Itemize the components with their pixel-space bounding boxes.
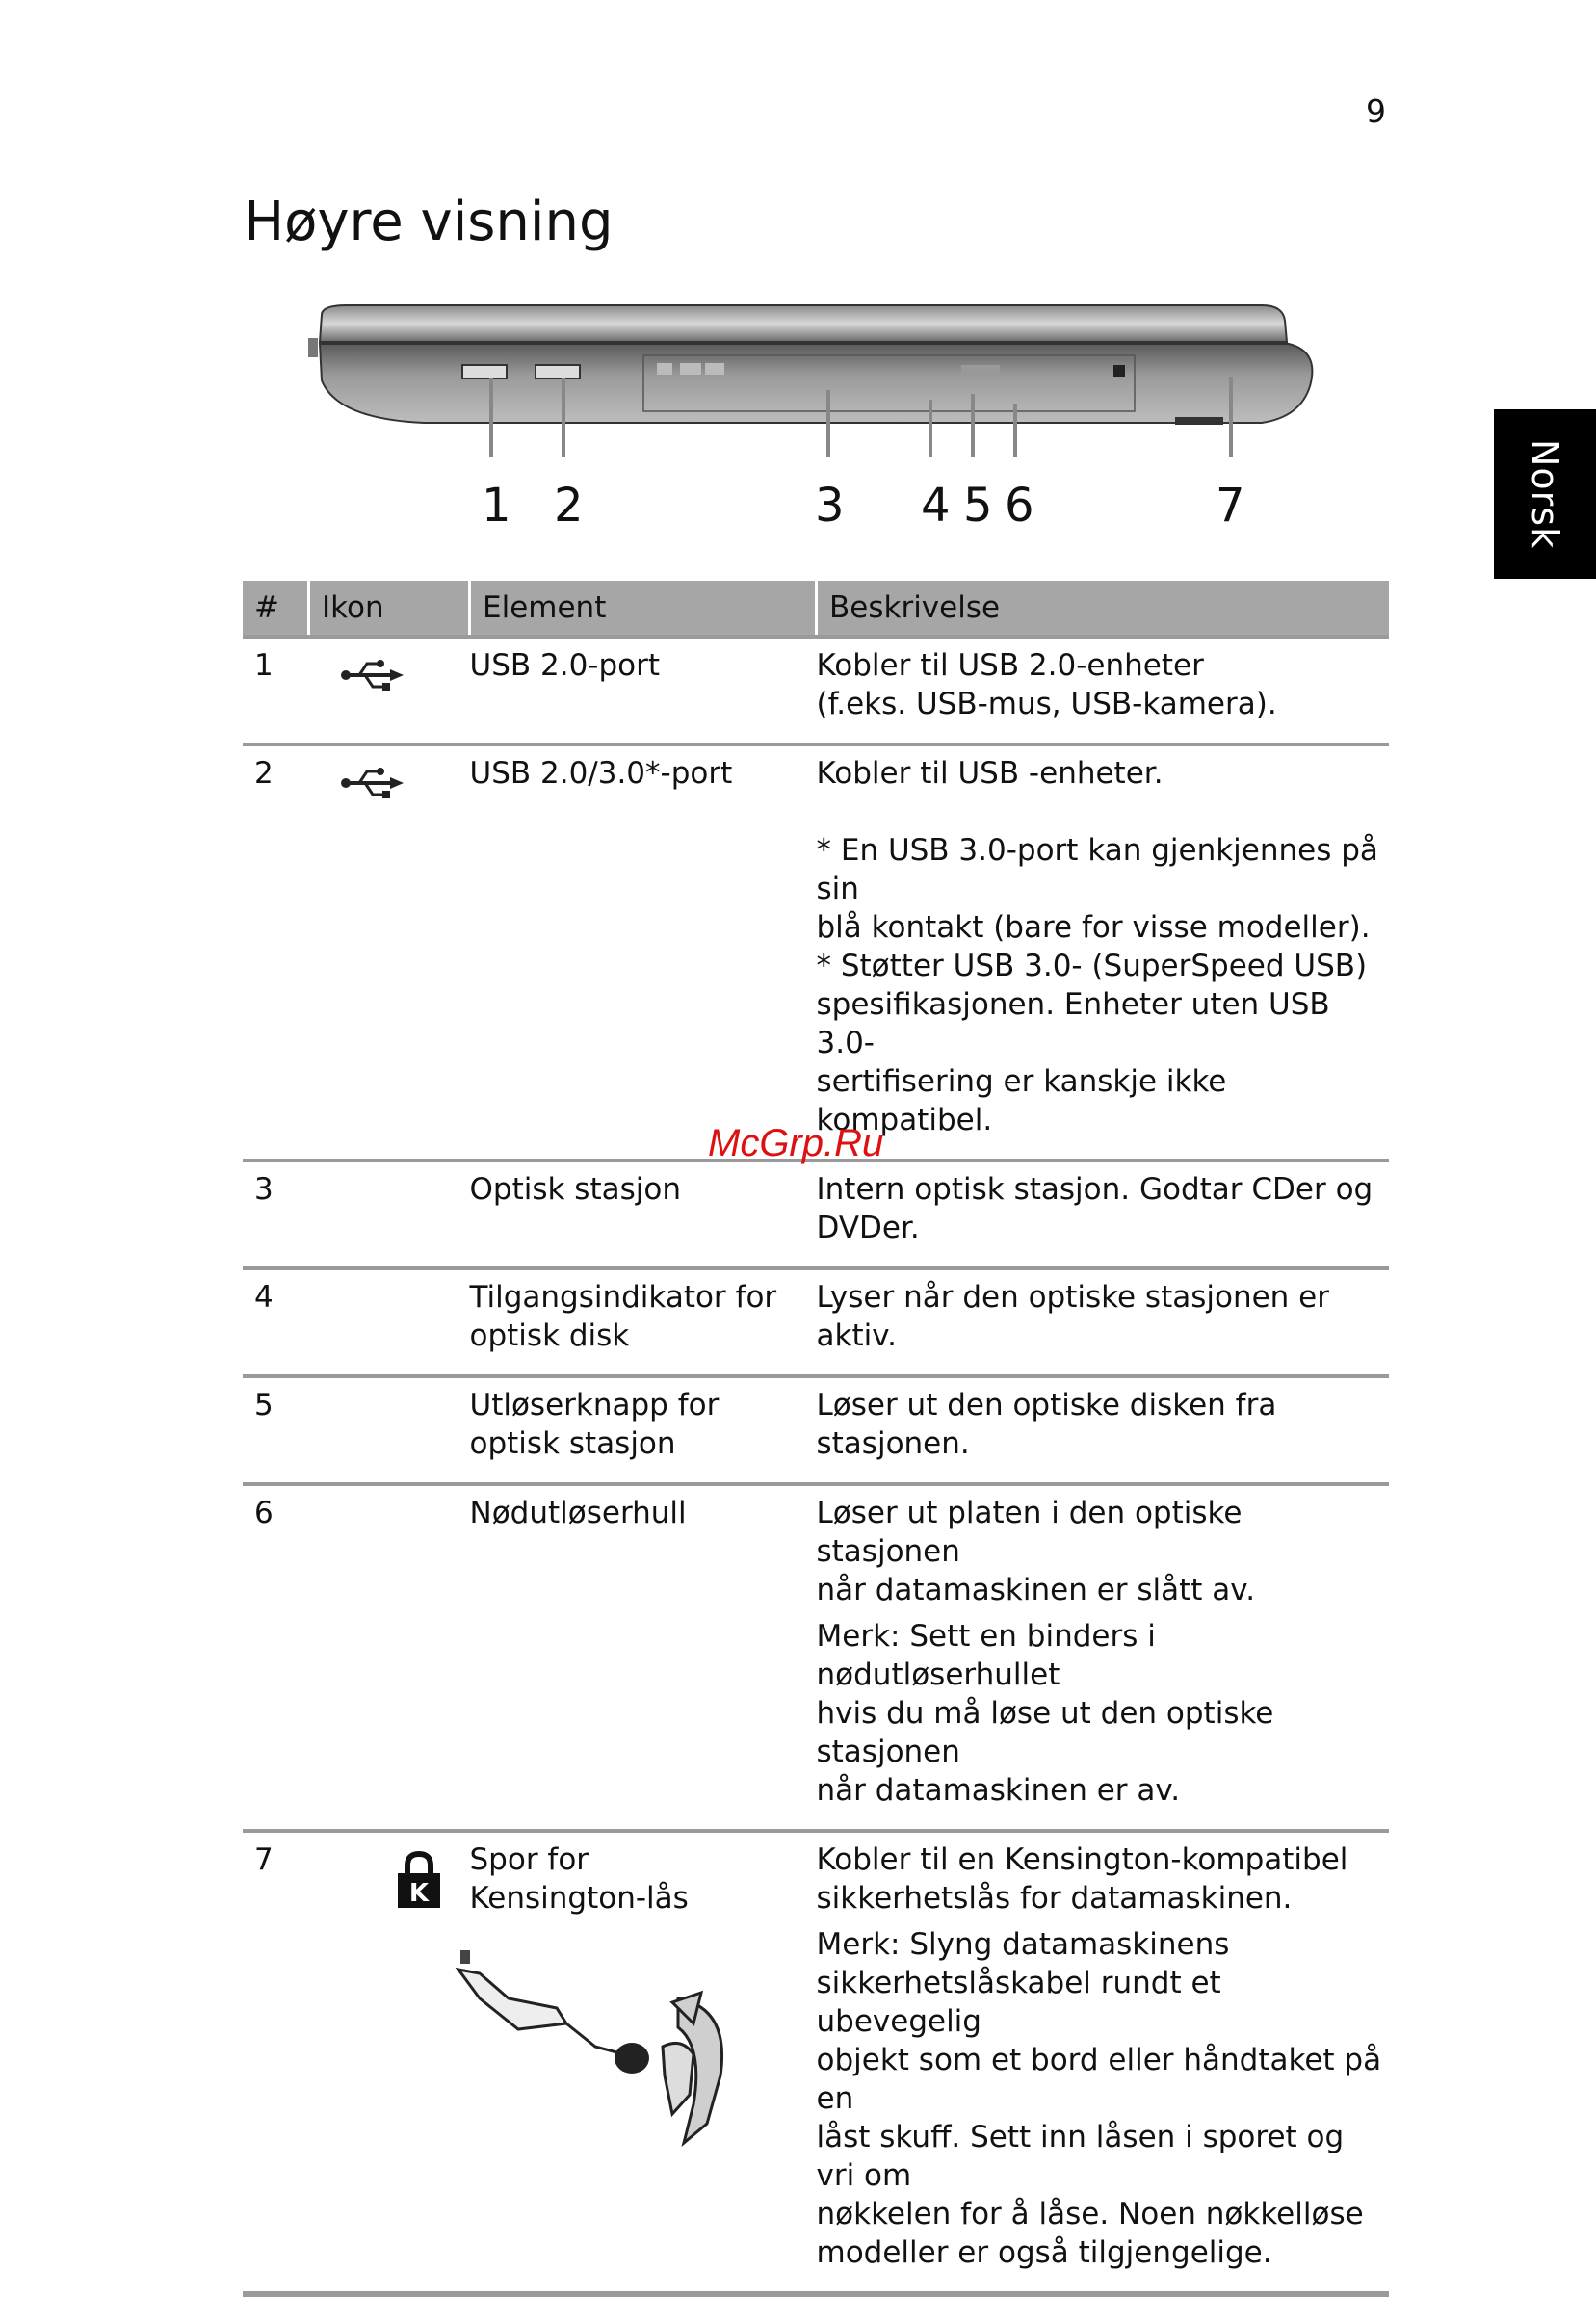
row-element-line: Kensington-lås	[469, 1881, 689, 1916]
row-element-line: optisk stasjon	[469, 1426, 676, 1461]
callout-numbers	[0, 479, 1596, 536]
kensington-lock-icon	[394, 1850, 444, 1910]
row-desc-line: Kobler til USB 2.0-enheter	[816, 648, 1204, 683]
row-desc-line: DVDer.	[816, 1211, 920, 1245]
row-note-line: sertifisering er kanskje ikke kompatibel.	[816, 1064, 1227, 1137]
row-note-line: Merk: Slyng datamaskinens	[816, 1927, 1230, 1962]
usb-icon	[340, 656, 407, 694]
row-desc-line: sikkerhetslås for datamaskinen.	[816, 1881, 1293, 1916]
table-row	[243, 1161, 1389, 1268]
watermark: McGrp.Ru	[708, 1122, 884, 1164]
row-note-line: nøkkelen for å låse. Noen nøkkelløse	[816, 2197, 1364, 2232]
row-desc-line: Kobler til USB -enheter.	[816, 756, 1164, 791]
row-desc-line: Løser ut den optiske disken fra stasjonen.	[816, 1388, 1277, 1461]
row-element: Nødutløserhull	[470, 1484, 817, 1831]
row-desc-line: (f.eks. USB-mus, USB-kamera).	[816, 687, 1277, 721]
row-desc-line: Intern optisk stasjon. Godtar CDer og	[816, 1172, 1374, 1207]
callout-1: 1	[482, 479, 511, 533]
table-row	[243, 1484, 1389, 1831]
row-element-line: Utløserknapp for	[469, 1388, 720, 1423]
callout-2: 2	[554, 479, 584, 533]
usb-icon	[340, 764, 407, 802]
row-note-line: Merk: Sett en binders i nødutløserhullet	[816, 1619, 1156, 1692]
row-element: Optisk stasjon	[470, 1161, 817, 1268]
row-element: USB 2.0-port	[470, 637, 817, 744]
row-desc-line: Løser ut platen i den optiske stasjonen	[816, 1496, 1243, 1569]
row-desc-line: Lyser når den optiske stasjonen er aktiv.	[816, 1280, 1329, 1353]
row-num: 7	[243, 1831, 309, 2294]
header-description: Beskrivelse	[817, 581, 1390, 637]
page-title: Høyre visning	[244, 191, 614, 253]
callout-3: 3	[815, 479, 845, 533]
callout-6: 6	[1005, 479, 1034, 533]
row-desc-line: når datamaskinen er slått av.	[816, 1573, 1256, 1607]
table-row	[243, 1376, 1389, 1484]
row-note-line: hvis du må løse ut den optiske stasjonen	[816, 1696, 1274, 1769]
row-num: 1	[243, 637, 309, 744]
row-note-line: * Støtter USB 3.0- (SuperSpeed USB)	[816, 949, 1368, 983]
callout-7: 7	[1216, 479, 1245, 533]
table-row	[243, 637, 1389, 744]
laptop-right-side-illustration	[308, 303, 1320, 457]
row-element-line: optisk disk	[469, 1318, 630, 1353]
row-element-line: Tilgangsindikator for	[469, 1280, 777, 1315]
row-note-line: blå kontakt (bare for visse modeller).	[816, 910, 1371, 945]
table-header-row	[243, 581, 1389, 637]
row-note-line: objekt som et bord eller håndtaket på en	[816, 2043, 1382, 2116]
table-row	[243, 744, 1389, 1161]
header-num: #	[243, 581, 309, 637]
row-element: USB 2.0/3.0*-port	[470, 744, 817, 1161]
callout-4: 4	[921, 479, 951, 533]
row-note-line: sikkerhetslåskabel rundt et ubevegelig	[816, 1966, 1221, 2039]
row-note-line: spesifikasjonen. Enheter uten USB 3.0-	[816, 987, 1330, 1060]
header-icon: Ikon	[309, 581, 470, 637]
svg-text:K: K	[408, 1879, 429, 1908]
row-note-line: modeller er også tilgjengelige.	[816, 2235, 1272, 2270]
row-num: 4	[243, 1268, 309, 1376]
row-num: 3	[243, 1161, 309, 1268]
row-note-line: * En USB 3.0-port kan gjenkjennes på sin	[816, 833, 1378, 906]
row-num: 2	[243, 744, 309, 1161]
row-num: 5	[243, 1376, 309, 1484]
row-element-line: Spor for	[469, 1842, 589, 1877]
page-number: 9	[1366, 92, 1386, 130]
row-note-line: låst skuff. Sett inn låsen i sporet og vri om	[816, 2120, 1345, 2193]
ports-table	[243, 581, 1389, 2297]
table-row	[243, 1831, 1389, 2294]
language-tab-label: Norsk	[1524, 438, 1566, 550]
row-desc-line: Kobler til en Kensington-kompatibel	[816, 1842, 1348, 1877]
header-element: Element	[470, 581, 817, 637]
row-num: 6	[243, 1484, 309, 1831]
row-note-line: når datamaskinen er av.	[816, 1773, 1181, 1808]
kensington-lock-illustration	[441, 1941, 730, 2153]
callout-5: 5	[963, 479, 993, 533]
table-row	[243, 1268, 1389, 1376]
